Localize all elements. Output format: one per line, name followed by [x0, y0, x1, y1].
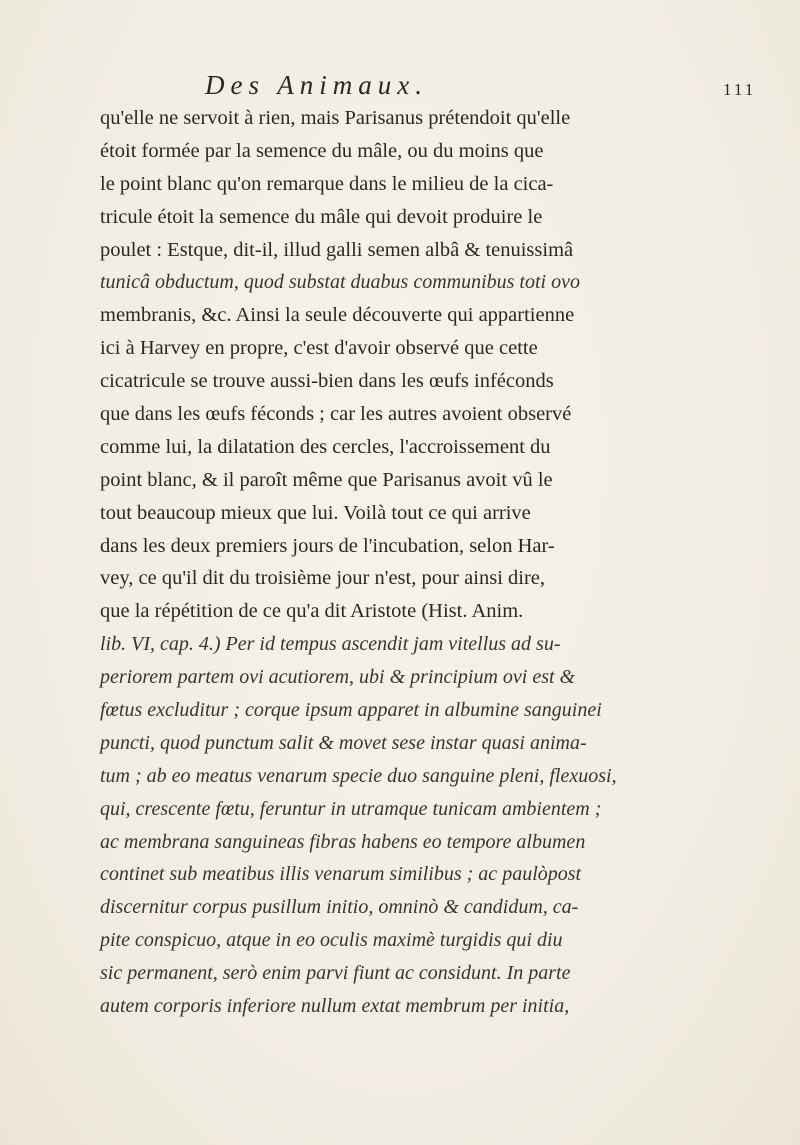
text-line: tout beaucoup mieux que lui. Voilà tout ce qui arrive [100, 501, 531, 524]
text-line: tunicâ obductum, quod substat duabus communibus toti ovo [100, 271, 580, 294]
text-line: point blanc, & il paroît même que Parisanus avoit vû le [100, 468, 553, 491]
running-head-title: Des Animaux. [205, 70, 428, 100]
text-line: vey, ce qu'il dit du troisième jour n'est, pour ainsi dire, [100, 567, 546, 590]
text-line: fœtus excluditur ; corque ipsum apparet in albumine sanguinei [100, 699, 602, 722]
text-line: ac membrana sanguineas fibras habens eo tempore albumen [100, 830, 586, 853]
text-line: tricule étoit la semence du mâle qui devoit produire le [100, 205, 543, 228]
text-line: étoit formée par la semence du mâle, ou du moins que [100, 139, 544, 162]
text-line: sic permanent, serò enim parvi fiunt ac considunt. In parte [100, 962, 571, 985]
text-line: dans les deux premiers jours de l'incubation, selon Har- [100, 534, 555, 557]
text-line: discernitur corpus pusillum initio, omninò & candidum, ca- [100, 896, 579, 919]
text-line: periorem partem ovi acutiorem, ubi & principium ovi est & [100, 666, 576, 689]
text-line: le point blanc qu'on remarque dans le milieu de la cica- [100, 172, 554, 195]
page-number: 111 [723, 80, 757, 99]
text-line: membranis, &c. Ainsi la seule découverte qui appartienne [100, 304, 575, 327]
text-line: pite conspicuo, atque in eo oculis maximè turgidis qui diu [100, 929, 563, 952]
text-line: que la répétition de ce qu'a dit Aristote (Hist. Anim. [100, 600, 524, 623]
text-line: qu'elle ne servoit à rien, mais Parisanus prétendoit qu'elle [100, 107, 571, 129]
text-line: autem corporis inferiore nullum extat membrum per initia, [100, 995, 570, 1018]
text-line: comme lui, la dilatation des cercles, l'accroissement du [100, 435, 551, 458]
text-line: poulet : Estque, dit-il, illud galli semen albâ & tenuissimâ [100, 238, 574, 261]
text-line: continet sub meatibus illis venarum similibus ; ac paulòpost [100, 863, 582, 886]
text-line: tum ; ab eo meatus venarum specie duo sanguine pleni, flexuosi, [100, 764, 617, 787]
body-text [100, 102, 740, 1023]
text-line: lib. VI, cap. 4.) Per id tempus ascendit jam vitellus ad su- [100, 633, 561, 656]
text-line: cicatricule se trouve aussi-bien dans les œufs inféconds [100, 370, 554, 393]
text-line: que dans les œufs féconds ; car les autres avoient observé [100, 403, 572, 426]
text-line: puncti, quod punctum salit & movet sese instar quasi anima- [100, 731, 587, 754]
text-line: ici à Harvey en propre, c'est d'avoir observé que cette [100, 337, 538, 360]
text-line: qui, crescente fœtu, feruntur in utramque tunicam ambientem ; [100, 797, 602, 820]
